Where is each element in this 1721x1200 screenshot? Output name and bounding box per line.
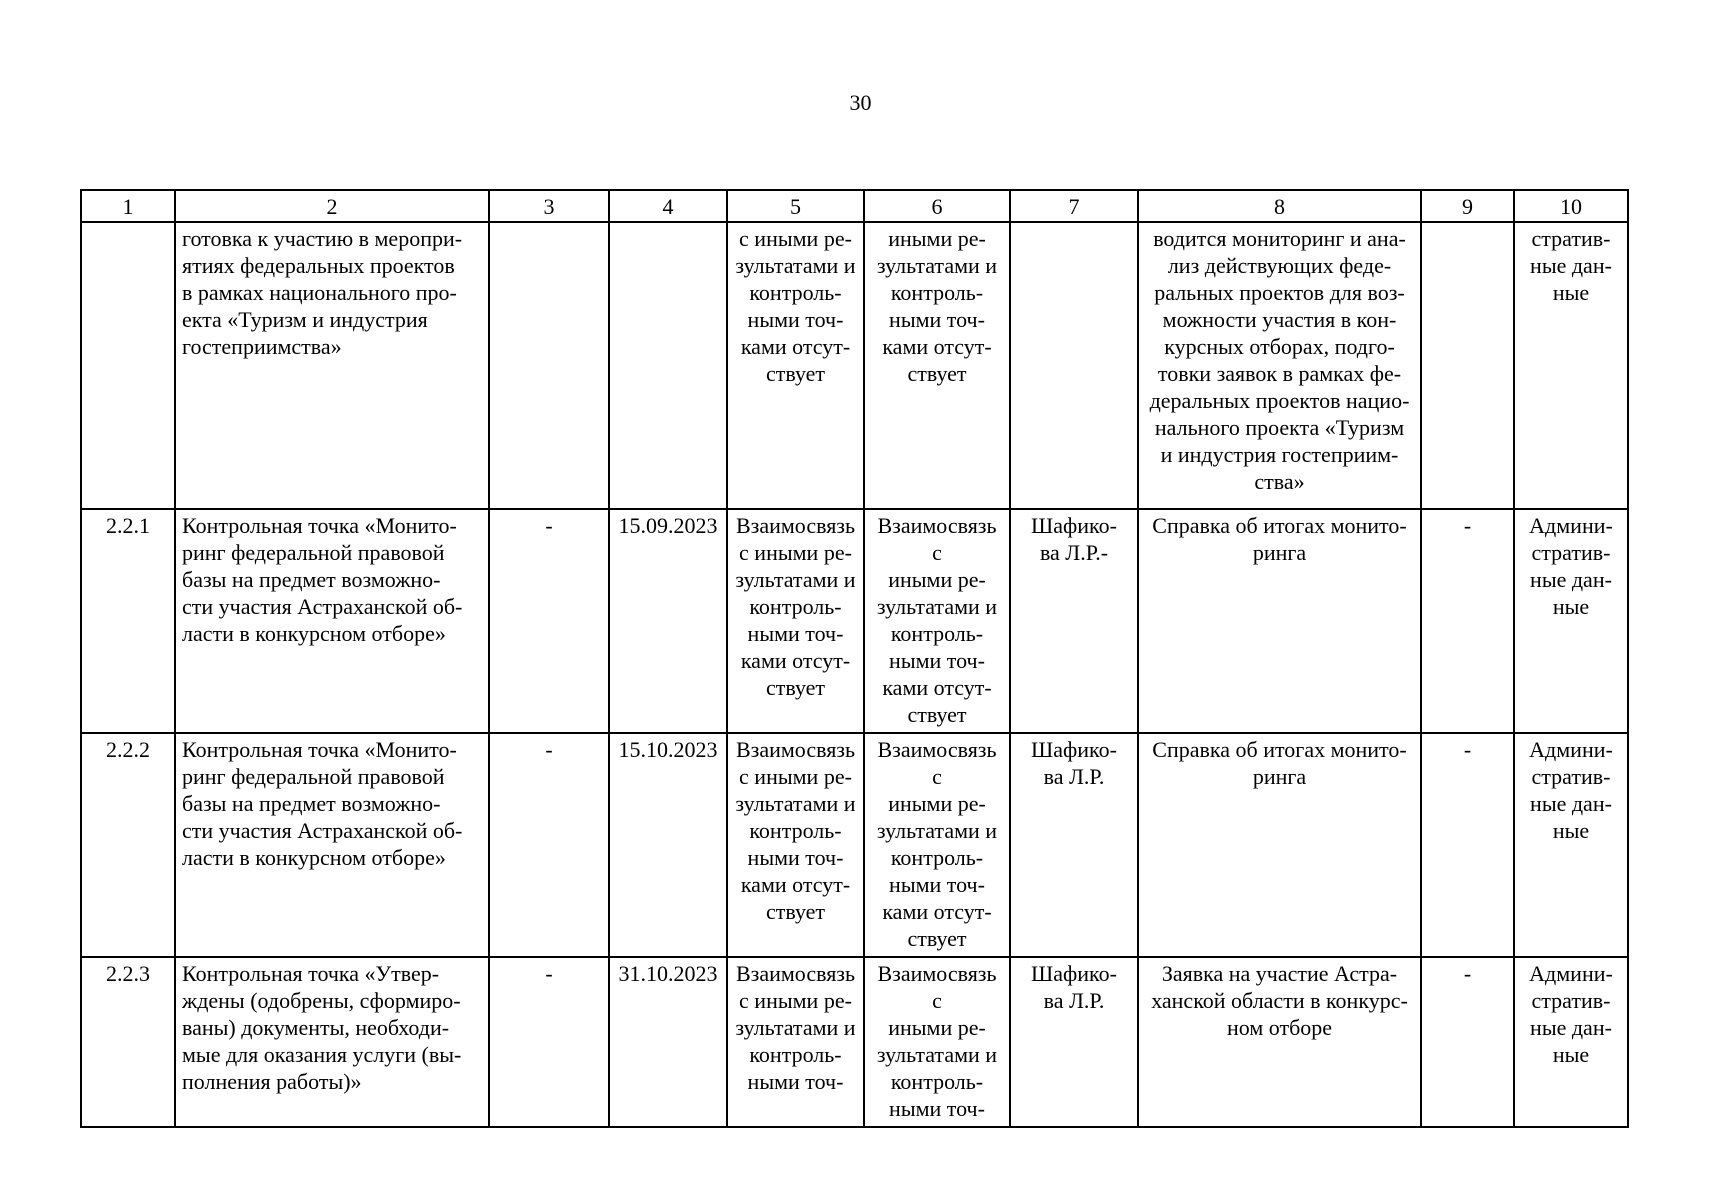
header-cell-8: 8 [1138,190,1421,222]
header-cell-3: 3 [489,190,609,222]
row-date: 15.09.2023 [618,513,718,538]
row-responsible: Шафико- ва Л.Р.- [1031,513,1117,565]
header-cell-10: 10 [1514,190,1628,222]
row-responsible: Шафико- ва Л.Р. [1031,961,1117,1013]
header-cell-5: 5 [727,190,864,222]
row-link-results: с иными ре- зультатами и контроль- ными точ- ками отсут- ствует [735,226,856,386]
row-base-value: - [545,513,553,538]
header-cell-7: 7 [1010,190,1138,222]
row-number: 2.2.3 [106,961,150,986]
header-cell-2: 2 [175,190,489,222]
row-link-results: Взаимосвязь с иными ре- зультатами и контроль- ными точ- ками отсут- ствует [735,513,856,700]
header-row [81,190,1628,222]
table-row [81,957,1628,1127]
table-row [81,222,1628,509]
row-document: водится мониторинг и ана- лиз действующих феде- ральных проектов для воз- можности участия в кон- курсных отборах, подго- товки заявок в рамках фе- деральных проектов нацио- нального проекта «Туризм и индустрия гостеприим- ства» [1149,226,1410,494]
row-col9: - [1463,961,1472,986]
row-link-points: Взаимосвязь с иными ре- зультатами и контроль- ными точ- [876,961,998,1121]
table-row [81,509,1628,733]
row-col9: - [1463,737,1472,762]
row-document: Справка об итогах монито- ринга [1152,737,1407,789]
table-row [81,733,1628,957]
row-link-points: иными ре- зультатами и контроль- ными точ- ками отсут- ствует [876,226,998,386]
row-name: готовка к участию в меропри- ятиях федеральных проектов в рамках национального про- екта «Туризм и индустрия гостеприимства» [182,226,463,359]
row-link-results: Взаимосвязь с иными ре- зультатами и контроль- ными точ- [735,961,856,1094]
row-source: Админи- стратив- ные дан- ные [1529,961,1613,1067]
plan-table [80,189,1629,1128]
header-cell-1: 1 [81,190,175,222]
row-base-value: - [545,737,553,762]
row-name: Контрольная точка «Монито- ринг федеральной правовой базы на предмет возможно- сти участия Астраханской об- ласти в конкурсном отборе» [182,737,463,870]
header-cell-9: 9 [1421,190,1514,222]
row-source: Админи- стратив- ные дан- ные [1529,737,1613,843]
header-cell-6: 6 [864,190,1010,222]
row-link-points: Взаимосвязь с иными ре- зультатами и контроль- ными точ- ками отсут- ствует [876,513,998,727]
row-date: 15.10.2023 [618,737,718,762]
row-document: Справка об итогах монито- ринга [1152,513,1407,565]
row-base-value: - [545,961,553,986]
row-link-results: Взаимосвязь с иными ре- зультатами и контроль- ными точ- ками отсут- ствует [735,737,856,924]
row-document: Заявка на участие Астра- ханской области в конкурс- ном отборе [1151,961,1408,1040]
row-name: Контрольная точка «Монито- ринг федеральной правовой базы на предмет возможно- сти участия Астраханской об- ласти в конкурсном отборе» [182,513,463,646]
row-link-points: Взаимосвязь с иными ре- зультатами и контроль- ными точ- ками отсут- ствует [876,737,998,951]
row-source: стратив- ные дан- ные [1530,226,1612,305]
row-name: Контрольная точка «Утвер- ждены (одобрены, сформиро- ваны) документы, необходи- мые для оказания услуги (вы- полнения работы)» [182,961,462,1094]
row-responsible: Шафико- ва Л.Р. [1031,737,1117,789]
row-date: 31.10.2023 [618,961,718,986]
row-number: 2.2.2 [106,737,150,762]
header-cell-4: 4 [609,190,727,222]
page-number: 30 [849,90,872,115]
row-number: 2.2.1 [106,513,150,538]
row-col9: - [1463,513,1472,538]
row-source: Админи- стратив- ные дан- ные [1529,513,1613,619]
